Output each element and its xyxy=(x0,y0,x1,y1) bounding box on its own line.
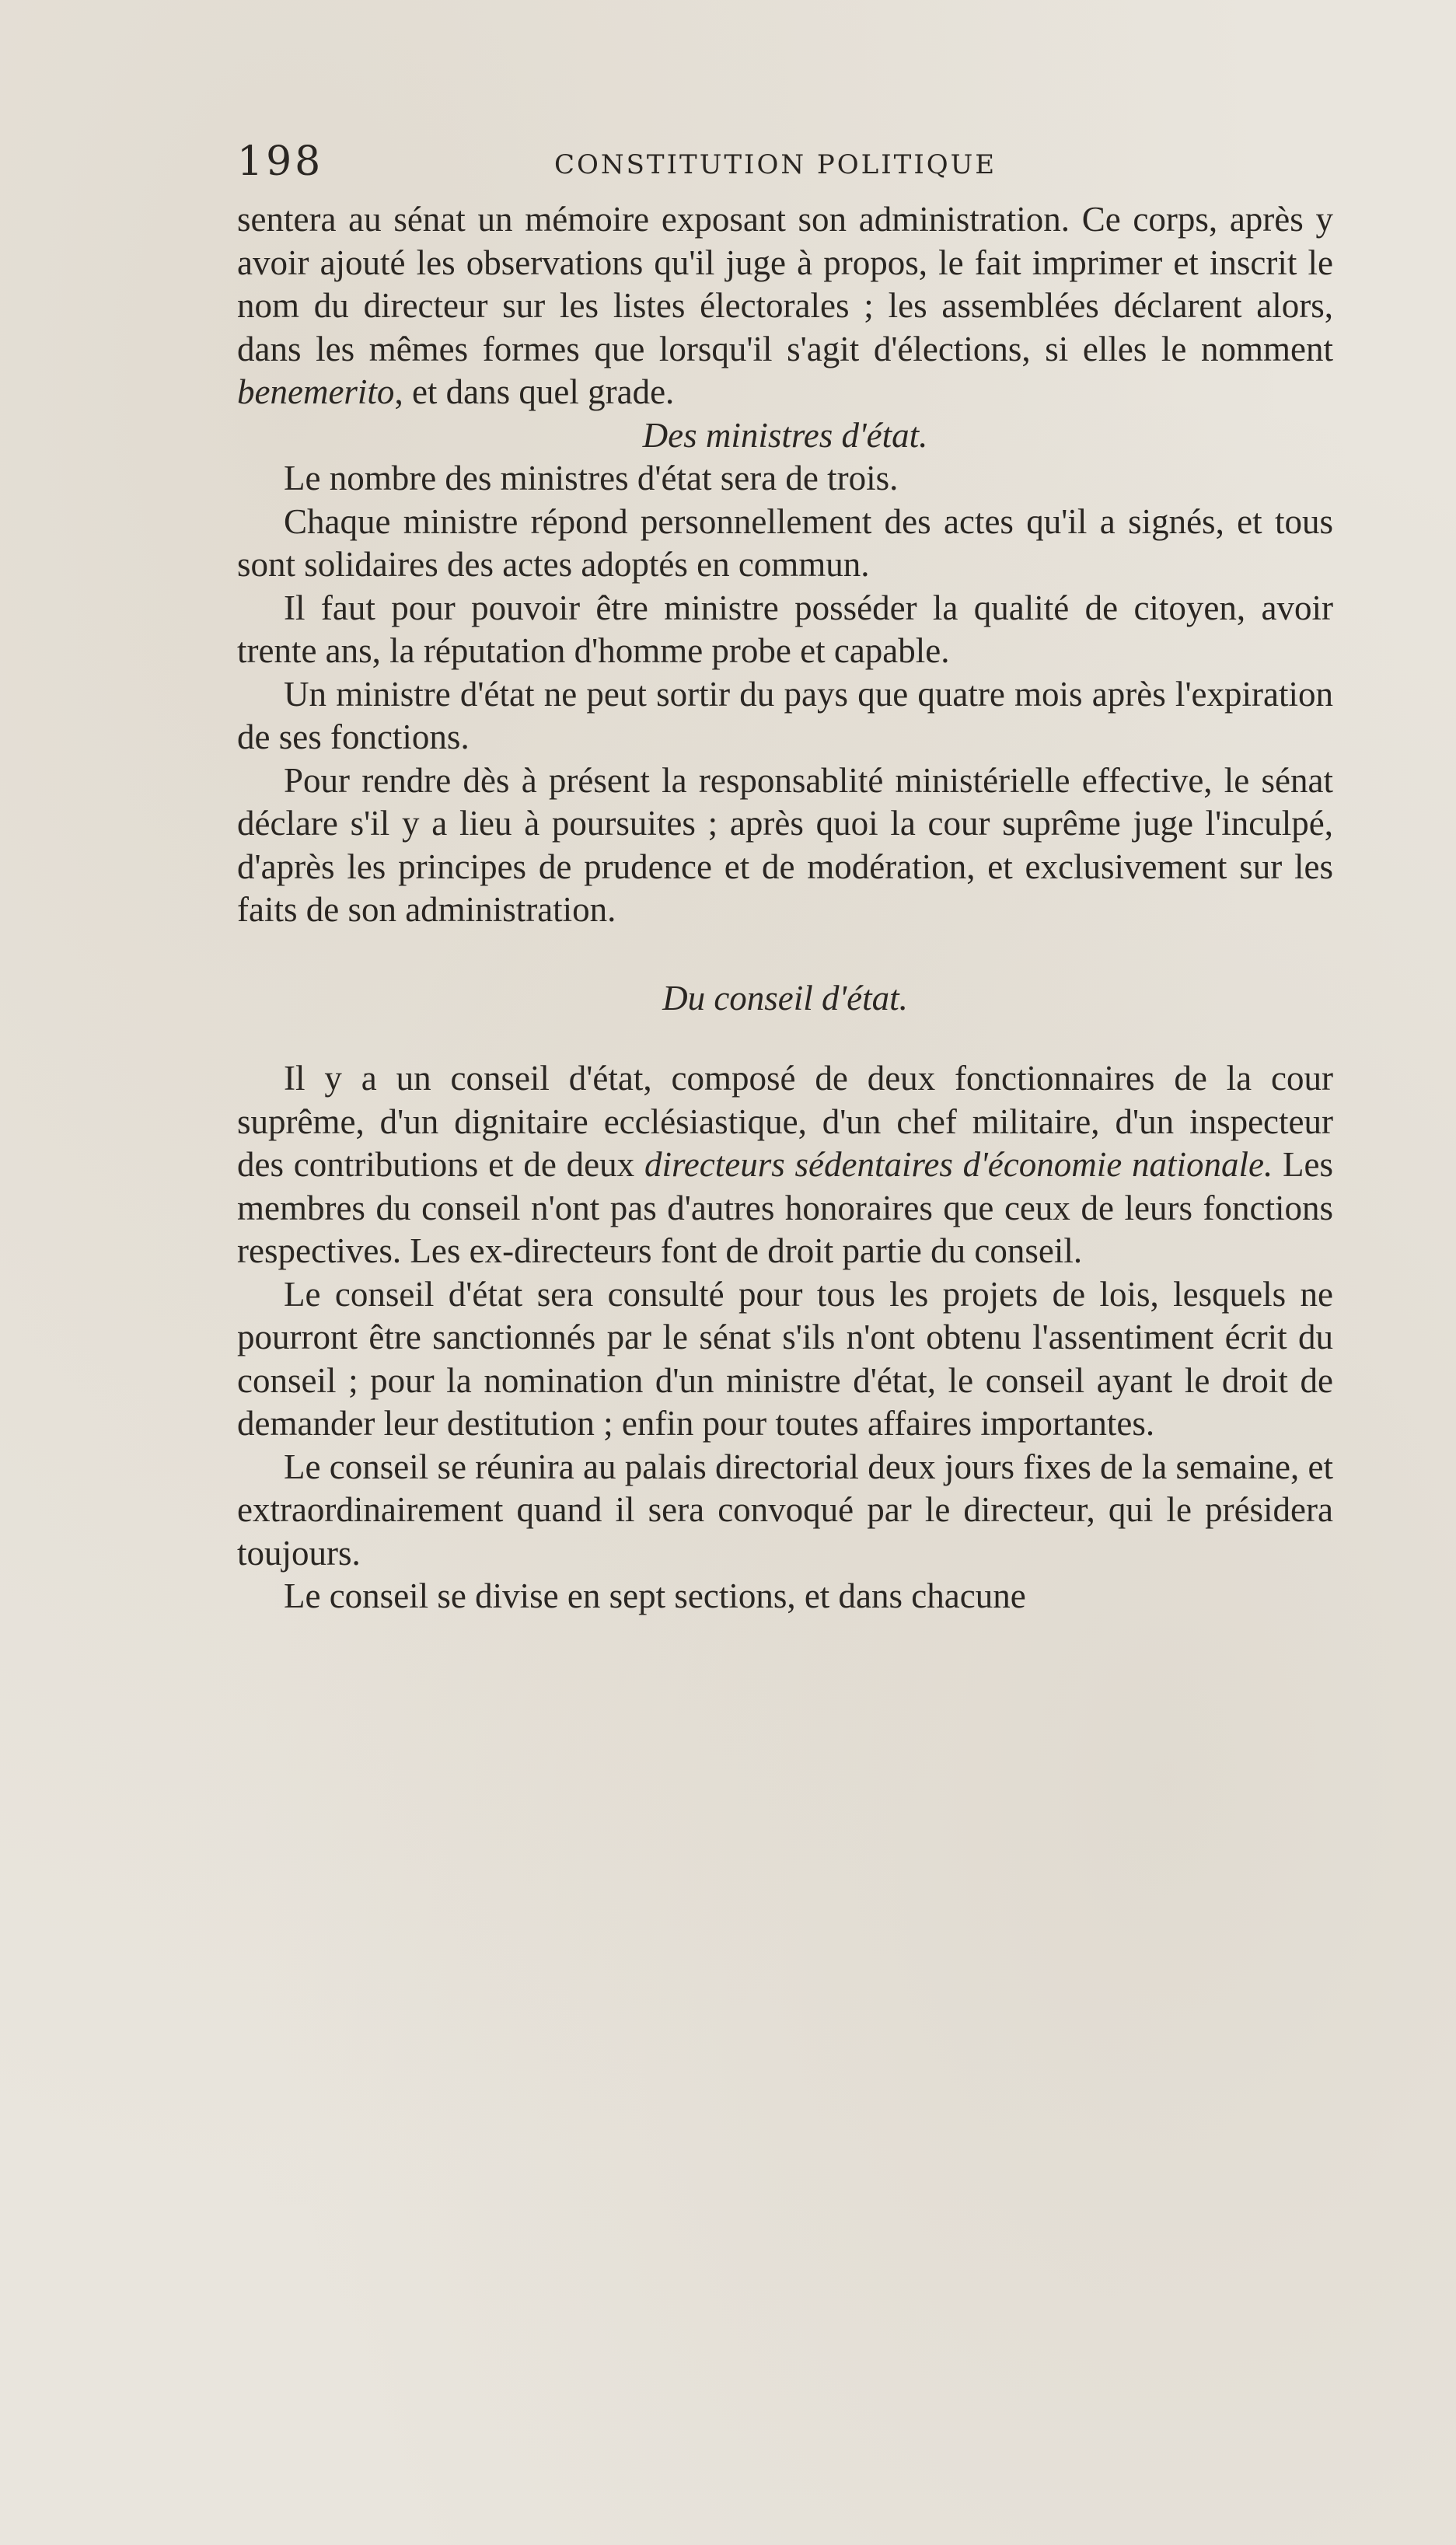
running-title: CONSTITUTION POLITIQUE xyxy=(554,149,997,180)
paragraph-text-end: Les membres du conseil n'ont pas d'autres honoraires que ceux de leurs fonctions respectives. Les ex-directeurs font de droit partie du conseil. xyxy=(237,1145,1333,1270)
paragraph: Le conseil se réunira au palais directorial deux jours fixes de la semaine, et extraordinairement quand il sera convoqué par le directeur, qui le présidera toujours. xyxy=(237,1447,1333,1573)
paragraph: Un ministre d'état ne peut sortir du pays que quatre mois après l'expiration de ses fonctions. xyxy=(237,674,1333,756)
opening-text-end: , et dans quel grade. xyxy=(394,372,675,411)
section-title-ministres: Des ministres d'état. xyxy=(642,415,928,455)
paragraph: Le conseil se divise en sept sections, et dans chacune xyxy=(284,1576,1026,1615)
paragraph-text: Il y a un conseil d'état, composé de deux fonctionnaires de la cour suprême, d'un dignitaire ecclésiastique, d'un chef militaire, d'un inspecteur des contributions et de deux xyxy=(237,1059,1333,1184)
paragraph xyxy=(237,1057,1333,1273)
paragraph: Pour rendre dès à présent la responsablité ministérielle effective, le sénat déclare s'il y a lieu à poursuites ; après quoi la cour suprême juge l'inculpé, d'après les principes de prudence et de modération, et exclusivement sur les faits de son administration. xyxy=(237,760,1333,929)
page-header xyxy=(237,138,1314,193)
paragraph: Il faut pour pouvoir être ministre posséder la qualité de citoyen, avoir trente ans, la réputation d'homme probe et capable. xyxy=(237,588,1333,670)
page-number: 198 xyxy=(237,138,324,185)
opening-paragraph xyxy=(237,198,1333,414)
paragraph: Le nombre des ministres d'état sera de trois. xyxy=(284,459,899,497)
opening-text: sentera au sénat un mémoire exposant son administration. Ce corps, après y avoir ajouté les observations qu'il juge à propos, le fait imprimer et inscrit le nom du directeur sur les listes électorales ; les assemblées déclarent alors, dans les mêmes formes que lorsqu'il s'agit d'élections, si elles le nomment xyxy=(237,200,1333,368)
page-body xyxy=(237,198,1333,1618)
italic-term: benemerito xyxy=(237,372,395,411)
italic-phrase: directeurs sédentaires d'économie nationale. xyxy=(644,1145,1273,1184)
paragraph: Chaque ministre répond personnellement des actes qu'il a signés, et tous sont solidaires des actes adoptés en commun. xyxy=(237,501,1333,584)
section-title-conseil: Du conseil d'état. xyxy=(662,978,908,1018)
paragraph: Le conseil d'état sera consulté pour tous les projets de lois, lesquels ne pourront être sanctionnés par le sénat s'ils n'ont obtenu l'assentiment écrit du conseil ; pour la nomination d'un ministre d'état, le conseil ayant le droit de demander leur destitution ; enfin pour toutes affaires importantes. xyxy=(237,1274,1333,1443)
